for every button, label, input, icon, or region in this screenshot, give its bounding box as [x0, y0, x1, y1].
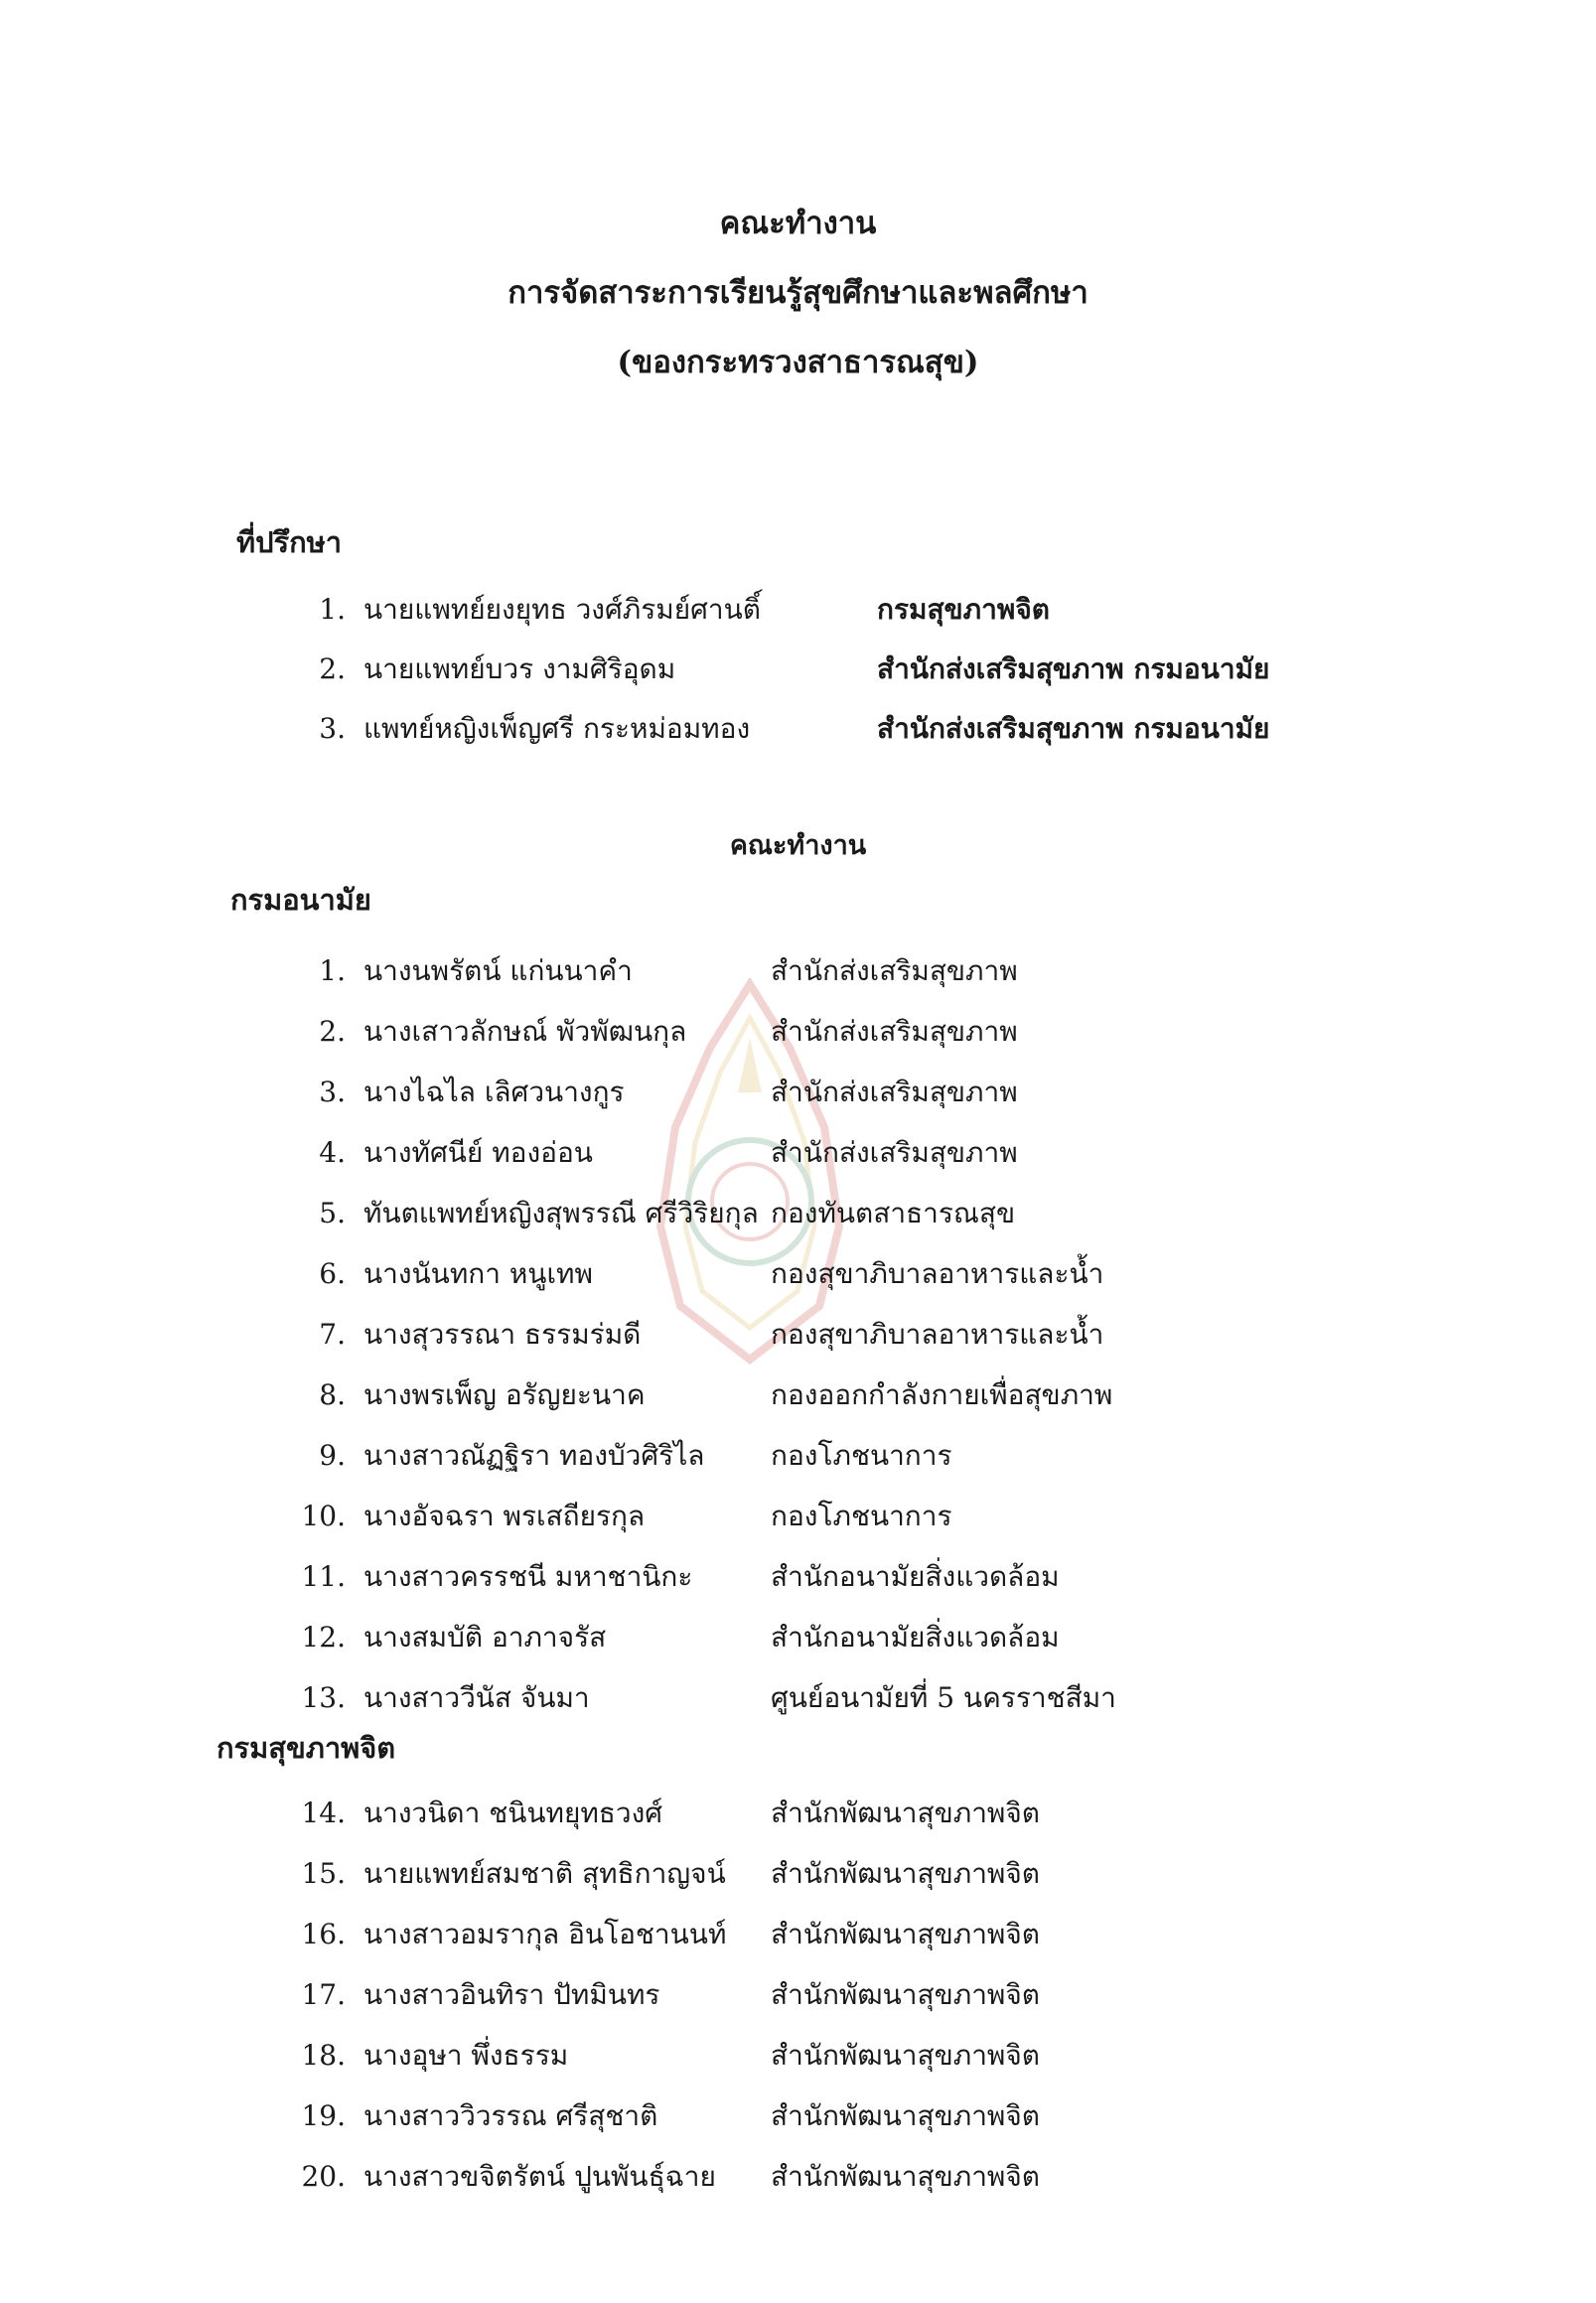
person-name: นางนพรัตน์ แก่นนาคำ — [363, 954, 633, 987]
organization: สำนักพัฒนาสุขภาพจิต — [771, 1797, 1040, 1829]
person-name: นางอัจฉรา พรเสถียรกุล — [363, 1500, 646, 1532]
person-name: นางสาวขจิตรัตน์ ปูนพันธุ์ฉาย — [363, 2160, 716, 2193]
organization: สำนักส่งเสริมสุขภาพ — [771, 954, 1018, 987]
person-name: นางสุวรรณา ธรรมร่มดี — [363, 1318, 642, 1351]
person-name: นางสาววิวรรณ ศรีสุชาติ — [363, 2099, 658, 2132]
row-number: 15. — [301, 1857, 346, 1890]
title-line-2: การจัดสาระการเรียนรู้สุขศึกษาและพลศึกษา — [508, 275, 1088, 311]
row-number: 3. — [319, 1076, 346, 1108]
person-name: นางไฉไล เลิศวนางกูร — [363, 1076, 625, 1108]
organization: สำนักส่งเสริมสุขภาพ กรมอนามัย — [877, 652, 1270, 685]
department-heading: กรมอนามัย — [230, 883, 371, 917]
row-number: 11. — [301, 1560, 346, 1593]
organization: สำนักส่งเสริมสุขภาพ กรมอนามัย — [877, 712, 1270, 745]
row-number: 19. — [301, 2099, 346, 2132]
organization: กองโภชนาการ — [771, 1500, 952, 1532]
row-number: 17. — [301, 1978, 346, 2011]
person-name: ทันตแพทย์หญิงสุพรรณี ศรีวิริยกุล — [363, 1197, 759, 1229]
person-name: นางทัศนีย์ ทองอ่อน — [363, 1136, 593, 1169]
organization: สำนักพัฒนาสุขภาพจิต — [771, 1918, 1040, 1950]
organization: สำนักพัฒนาสุขภาพจิต — [771, 2039, 1040, 2072]
organization: กองสุขาภิบาลอาหารและน้ำ — [771, 1318, 1104, 1351]
row-number: 2. — [319, 1015, 346, 1048]
row-number: 2. — [319, 652, 346, 685]
row-number: 6. — [319, 1257, 346, 1290]
organization: สำนักพัฒนาสุขภาพจิต — [771, 2160, 1040, 2193]
row-number: 7. — [319, 1318, 346, 1351]
organization: กรมสุขภาพจิต — [877, 593, 1050, 626]
person-name: นางสาวณัฏฐิรา ทองบัวศิริไล — [363, 1439, 705, 1472]
person-name: แพทย์หญิงเพ็ญศรี กระหม่อมทอง — [363, 712, 751, 745]
organization: กองสุขาภิบาลอาหารและน้ำ — [771, 1257, 1104, 1290]
person-name: นางสาวอมรากุล อินโอชานนท์ — [363, 1918, 727, 1950]
person-name: นางอุษา พึ่งธรรม — [363, 2039, 569, 2072]
organization: สำนักอนามัยสิ่งแวดล้อม — [771, 1560, 1060, 1593]
organization: ศูนย์อนามัยที่ 5 นครราชสีมา — [771, 1681, 1116, 1714]
organization: สำนักพัฒนาสุขภาพจิต — [771, 1978, 1040, 2011]
person-name: นางนันทกา หนูเทพ — [363, 1257, 593, 1290]
person-name: นางเสาวลักษณ์ พัวพัฒนกุล — [363, 1015, 687, 1048]
organization: สำนักส่งเสริมสุขภาพ — [771, 1015, 1018, 1048]
person-name: นายแพทย์บวร งามศิริอุดม — [363, 652, 676, 685]
organization: กองทันตสาธารณสุข — [771, 1197, 1016, 1229]
advisors-heading: ที่ปรึกษา — [236, 525, 343, 559]
person-name: นางสมบัติ อาภาจรัส — [363, 1621, 607, 1654]
person-name: นางสาวอินทิรา ปัทมินทร — [363, 1978, 660, 2011]
department-heading: กรมสุขภาพจิต — [217, 1731, 396, 1765]
row-number: 9. — [319, 1439, 346, 1472]
row-number: 10. — [301, 1500, 346, 1532]
organization: สำนักพัฒนาสุขภาพจิต — [771, 1857, 1040, 1890]
row-number: 1. — [319, 593, 346, 626]
row-number: 20. — [301, 2160, 346, 2193]
person-name: นางพรเพ็ญ อรัญยะนาค — [363, 1378, 646, 1411]
row-number: 8. — [319, 1378, 346, 1411]
organization: สำนักส่งเสริมสุขภาพ — [771, 1136, 1018, 1169]
person-name: นางสาวครรชนี มหาชานิกะ — [363, 1560, 693, 1593]
row-number: 3. — [319, 712, 346, 745]
organization: สำนักส่งเสริมสุขภาพ — [771, 1076, 1018, 1108]
document-title — [0, 204, 1596, 412]
person-name: นายแพทย์สมชาติ สุทธิกาญจน์ — [363, 1857, 726, 1890]
working-group-heading: คณะทำงาน — [729, 830, 867, 861]
row-number: 1. — [319, 954, 346, 987]
person-name: นายแพทย์ยงยุทธ วงศ์ภิรมย์ศานติ์ — [363, 593, 761, 626]
organization: สำนักอนามัยสิ่งแวดล้อม — [771, 1621, 1060, 1654]
person-name: นางวนิดา ชนินทยุทธวงศ์ — [363, 1797, 663, 1829]
row-number: 4. — [319, 1136, 346, 1169]
person-name: นางสาววีนัส จันมา — [363, 1681, 590, 1714]
row-number: 13. — [301, 1681, 346, 1714]
organization: กองออกกำลังกายเพื่อสุขภาพ — [771, 1378, 1113, 1411]
row-number: 18. — [301, 2039, 346, 2072]
row-number: 16. — [301, 1918, 346, 1950]
title-line-3: (ของกระทรวงสาธารณสุข) — [617, 345, 979, 380]
organization: สำนักพัฒนาสุขภาพจิต — [771, 2099, 1040, 2132]
organization: กองโภชนาการ — [771, 1439, 952, 1472]
row-number: 5. — [319, 1197, 346, 1229]
title-line-1: คณะทำงาน — [719, 206, 877, 241]
row-number: 12. — [301, 1621, 346, 1654]
row-number: 14. — [301, 1797, 346, 1829]
